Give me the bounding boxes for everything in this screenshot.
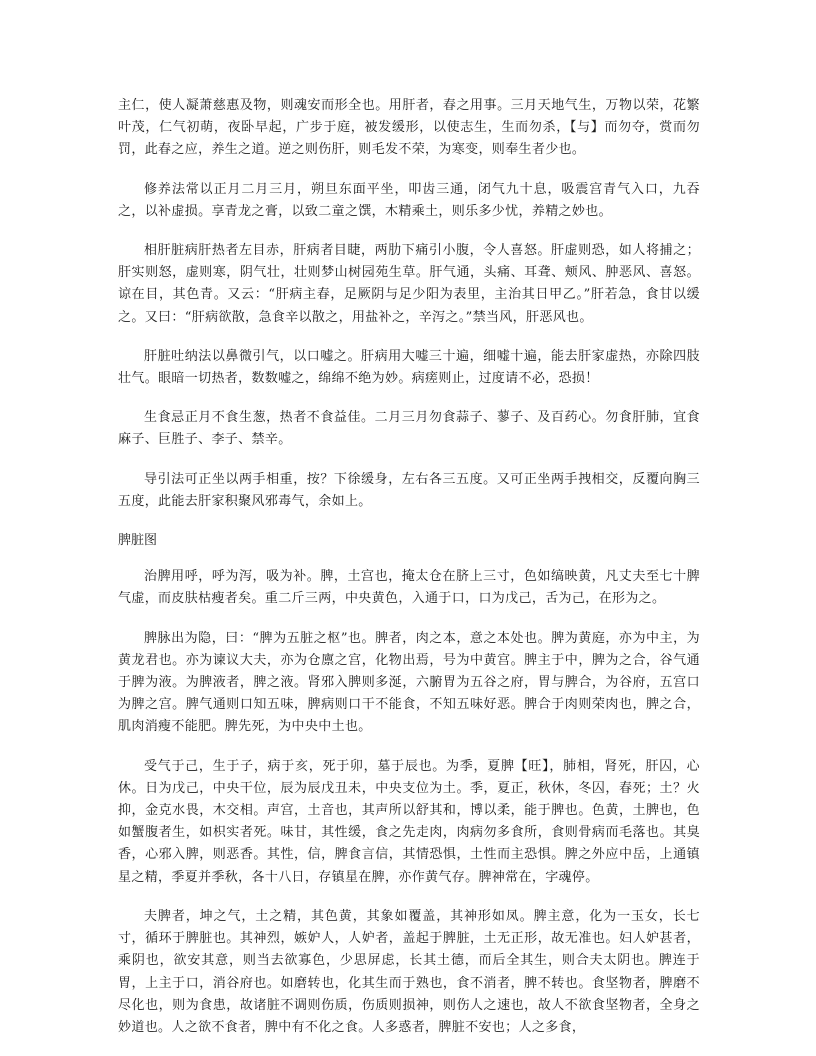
paragraph-1: 主仁，使人凝萧慈惠及物，则魂安而形全也。用肝者，春之用事。三月天地气生，万物以荣，花繁叶茂，仁气初萌，夜卧早起，广步于庭，被发缓形，以使志生，生而勿杀，【与】而勿夺，赏而勿罚，此春之应，养生之道。逆之则伤肝，则毛发不荣，为寒变，则奉生者少也。 (118, 98, 700, 158)
document-page (118, 95, 700, 1056)
paragraph-8: 脾脉出为隐，曰：“脾为五脏之枢”也。脾者，肉之本，意之本处也。脾为黄庭，亦为中主，为黄龙君也。亦为谏议大夫，亦为仓廪之宫，化物出焉，号为中黄宫。脾主于中，脾为之合，谷气通于脾为液。为脾液者，脾之液。肾邪入脾则多涎，六腑胃为五谷之府，胃与脾合，为谷府，五宫口为脾之宫。脾气通则口知五味，脾病则口干不能食，不知五味好恶。脾合于肉则荣肉也，脾之合，肌肉消瘦不能肥。脾先死，为中央中土也。 (118, 630, 700, 735)
paragraph-5: 生食忌正月不食生葱，热者不食益佳。二月三月勿食蒜子、蓼子、及百药心。勿食肝肺，宜食麻子、巨胜子、李子、禁辛。 (118, 410, 700, 448)
section-heading: 脾脏图 (118, 533, 158, 549)
paragraph-3: 相肝脏病肝热者左目赤，肝病者目睫，两肋下痛引小腹，令人喜怒。肝虚则恐，如人将捕之；肝实则怒，虚则寒，阴气壮，壮则梦山树园苑生草。肝气通，头痛、耳聋、颊风、肿恶风、喜怒。谅在目，其色青。又云：“肝病主春，足厥阴与足少阳为表里，主治其日甲乙。”肝若急，食甘以缓之。又曰：“肝病欲散，急食辛以散之，用盐补之，辛泻之。”禁当风，肝恶风也。 (118, 243, 700, 325)
paragraph-2: 修养法常以正月二月三月，朔旦东面平坐，叩齿三通，闭气九十息，吸震宫青气入口，九吞之，以补虚损。享青龙之膏，以致二童之馔，木精乘土，则乐多少忧，养精之妙也。 (118, 181, 700, 219)
paragraph-6: 导引法可正坐以两手相重，按？下徐缓身，左右各三五度。又可正坐两手拽相交，反覆向胸三五度，此能去肝家积聚风邪毒气，余如上。 (118, 471, 700, 509)
paragraph-4: 肝脏吐纳法以鼻微引气，以口嘘之。肝病用大嘘三十遍，细嘘十遍，能去肝家虚热，亦除四肢壮气。眼暗一切热者，数数嘘之，绵绵不绝为妙。病瘥则止，过度请不必，恐损！ (118, 348, 700, 387)
paragraph-9: 受气于己，生于子，病于亥，死于卯，墓于辰也。为季，夏脾【旺】，肺相，肾死，肝囚，心休。日为戊己，中央干位，辰为辰戊丑未，中央支位为土。季，夏正，秋休，冬囚，春死；土？火抑，金克水畏，木交相。声宫，土音也，其声所以舒其和，博以柔，能于脾也。色黄，土脾也，色如蟹腹者生，如枳实者死。味甘，其性缓，食之先走肉，肉病勿多食所，食则骨病而毛落也。其臭香，心邪入脾，则恶香。其性，信，脾食言信，其情恐惧，土性而主恐惧。脾之外应中岳，上通镇星之精，季夏并季秋，各十八日，存镇星在脾，亦作黄气存。脾神常在，字魂停。 (118, 758, 700, 885)
paragraph-7: 治脾用呼，呼为泻，吸为补。脾，土宫也，掩太仓在脐上三寸，色如缟映黄，凡丈夫至七十脾气虚，而皮肤枯瘦者矣。重二斤三两，中央黄色，入通于口，口为戊己，舌为己，在形为之。 (118, 569, 700, 607)
paragraph-10: 夫脾者，坤之气，土之精，其色黄，其象如覆盖，其神形如凤。脾主意，化为一玉女，长七寸，循环于脾脏也。其神烈，嫉妒人，人妒者，盖起于脾脏，土无正形，故无准也。妇人妒甚者，乘阴也，欲安其意，则当去欲寡色，少思屏虑，长其土德，而后全其生，则合夫太阴也。脾连于胃，上主于口，消谷府也。如磨转也，化其生而于熟也，食不消者，脾不转也。食坚物者，脾磨不尽化也，则为食患，故诸脏不调则伤质，伤质则损神，则伤人之速也，故人不欲食坚物者，全身之妙道也。人之欲不食者，脾中有不化之食。人多惑者，脾脏不安也；人之多食， (118, 908, 700, 1035)
